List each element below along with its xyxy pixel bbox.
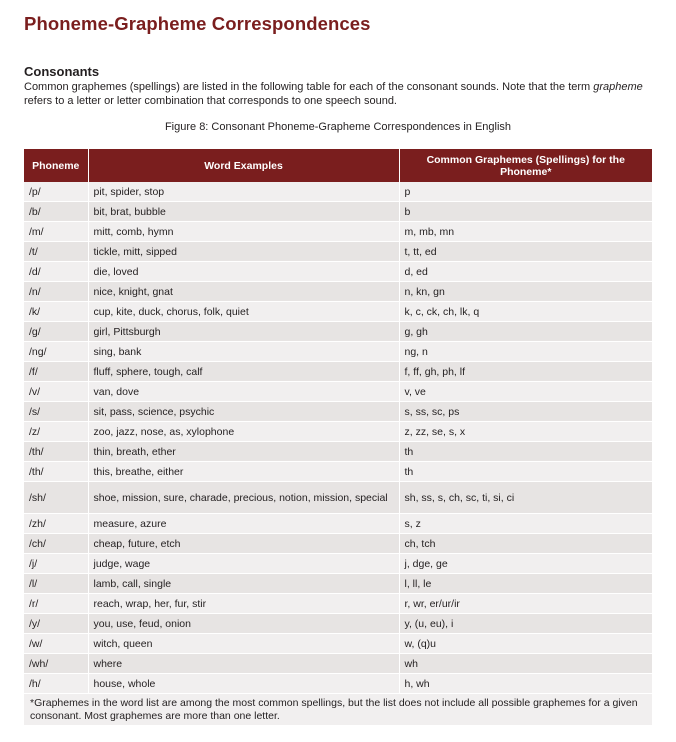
graphemes-cell: m, mb, mn [399, 222, 652, 242]
word-examples-cell: van, dove [88, 382, 399, 402]
table-row [24, 222, 652, 242]
table-row [24, 182, 652, 202]
word-examples-cell: cheap, future, etch [88, 534, 399, 554]
table-row [24, 302, 652, 322]
table-row [24, 574, 652, 594]
word-examples-cell: sit, pass, science, psychic [88, 402, 399, 422]
phoneme-cell: /n/ [24, 282, 88, 302]
table-row [24, 654, 652, 674]
graphemes-cell: d, ed [399, 262, 652, 282]
table-row [24, 634, 652, 654]
graphemes-cell: ch, tch [399, 534, 652, 554]
word-examples-cell: shoe, mission, sure, charade, precious, notion, mission, special [88, 482, 399, 514]
table-row [24, 362, 652, 382]
word-examples-cell: sing, bank [88, 342, 399, 362]
word-examples-cell: die, loved [88, 262, 399, 282]
phoneme-cell: /r/ [24, 594, 88, 614]
graphemes-cell: wh [399, 654, 652, 674]
graphemes-cell: t, tt, ed [399, 242, 652, 262]
phoneme-cell: /zh/ [24, 514, 88, 534]
phoneme-cell: /b/ [24, 202, 88, 222]
phoneme-cell: /ng/ [24, 342, 88, 362]
word-examples-cell: house, whole [88, 674, 399, 694]
word-examples-cell: reach, wrap, her, fur, stir [88, 594, 399, 614]
phoneme-cell: /p/ [24, 182, 88, 202]
graphemes-cell: j, dge, ge [399, 554, 652, 574]
graphemes-cell: n, kn, gn [399, 282, 652, 302]
table-row [24, 554, 652, 574]
word-examples-cell: this, breathe, either [88, 462, 399, 482]
phoneme-cell: /g/ [24, 322, 88, 342]
word-examples-cell: cup, kite, duck, chorus, folk, quiet [88, 302, 399, 322]
word-examples-cell: you, use, feud, onion [88, 614, 399, 634]
word-examples-cell: bit, brat, bubble [88, 202, 399, 222]
phoneme-cell: /th/ [24, 442, 88, 462]
table-row [24, 442, 652, 462]
table-body [24, 182, 652, 694]
phoneme-cell: /z/ [24, 422, 88, 442]
phoneme-cell: /t/ [24, 242, 88, 262]
phoneme-cell: /d/ [24, 262, 88, 282]
word-examples-cell: where [88, 654, 399, 674]
word-examples-cell: lamb, call, single [88, 574, 399, 594]
word-examples-cell: pit, spider, stop [88, 182, 399, 202]
table-row [24, 262, 652, 282]
table-row [24, 462, 652, 482]
phoneme-cell: /th/ [24, 462, 88, 482]
table-row [24, 514, 652, 534]
figure-caption: Figure 8: Consonant Phoneme-Grapheme Correspondences in English [164, 121, 512, 133]
graphemes-cell: s, ss, sc, ps [399, 402, 652, 422]
phoneme-cell: /wh/ [24, 654, 88, 674]
phoneme-cell: /ch/ [24, 534, 88, 554]
table-row [24, 422, 652, 442]
intro-text-start: Common graphemes (spellings) are listed in the following table for each of the consonant sounds. Note that the term [24, 81, 594, 93]
graphemes-cell: b [399, 202, 652, 222]
graphemes-cell: z, zz, se, s, x [399, 422, 652, 442]
header-graphemes: Common Graphemes (Spellings) for the Phoneme* [399, 149, 652, 182]
table-row [24, 282, 652, 302]
graphemes-cell: th [399, 462, 652, 482]
table-row [24, 342, 652, 362]
graphemes-cell: w, (q)u [399, 634, 652, 654]
phoneme-cell: /k/ [24, 302, 88, 322]
correspondence-table [24, 149, 652, 725]
word-examples-cell: zoo, jazz, nose, as, xylophone [88, 422, 399, 442]
graphemes-cell: k, c, ck, ch, lk, q [399, 302, 652, 322]
phoneme-cell: /j/ [24, 554, 88, 574]
word-examples-cell: witch, queen [88, 634, 399, 654]
graphemes-cell: l, ll, le [399, 574, 652, 594]
word-examples-cell: tickle, mitt, sipped [88, 242, 399, 262]
intro-text-end: refers to a letter or letter combination that corresponds to one speech sound. [24, 95, 397, 107]
table-row [24, 202, 652, 222]
phoneme-cell: /l/ [24, 574, 88, 594]
page-title: Phoneme-Grapheme Correspondences [24, 13, 371, 34]
table-row [24, 482, 652, 514]
intro-paragraph [24, 80, 664, 108]
graphemes-cell: h, wh [399, 674, 652, 694]
header-phoneme: Phoneme [24, 149, 88, 182]
table-header-row [24, 149, 652, 182]
section-heading: Consonants [24, 64, 100, 79]
word-examples-cell: judge, wage [88, 554, 399, 574]
table-row [24, 614, 652, 634]
table-row [24, 594, 652, 614]
phoneme-cell: /y/ [24, 614, 88, 634]
intro-term: grapheme [593, 81, 643, 93]
graphemes-cell: y, (u, eu), i [399, 614, 652, 634]
phoneme-cell: /f/ [24, 362, 88, 382]
footnote-row [24, 694, 652, 726]
graphemes-cell: r, wr, er/ur/ir [399, 594, 652, 614]
word-examples-cell: thin, breath, ether [88, 442, 399, 462]
phoneme-cell: /v/ [24, 382, 88, 402]
word-examples-cell: measure, azure [88, 514, 399, 534]
table-footnote: *Graphemes in the word list are among the most common spellings, but the list does not include all possible graphemes for a given consonant. Most graphemes are more than one letter. [24, 694, 652, 726]
phoneme-cell: /m/ [24, 222, 88, 242]
word-examples-cell: fluff, sphere, tough, calf [88, 362, 399, 382]
phoneme-cell: /sh/ [24, 482, 88, 514]
graphemes-cell: p [399, 182, 652, 202]
graphemes-cell: g, gh [399, 322, 652, 342]
graphemes-cell: ng, n [399, 342, 652, 362]
phoneme-cell: /w/ [24, 634, 88, 654]
word-examples-cell: mitt, comb, hymn [88, 222, 399, 242]
table-row [24, 382, 652, 402]
phoneme-cell: /s/ [24, 402, 88, 422]
table-row [24, 534, 652, 554]
graphemes-cell: s, z [399, 514, 652, 534]
graphemes-cell: v, ve [399, 382, 652, 402]
word-examples-cell: girl, Pittsburgh [88, 322, 399, 342]
table-row [24, 322, 652, 342]
table-row [24, 242, 652, 262]
graphemes-cell: th [399, 442, 652, 462]
graphemes-cell: sh, ss, s, ch, sc, ti, si, ci [399, 482, 652, 514]
word-examples-cell: nice, knight, gnat [88, 282, 399, 302]
header-word-examples: Word Examples [88, 149, 399, 182]
table-row [24, 402, 652, 422]
graphemes-cell: f, ff, gh, ph, lf [399, 362, 652, 382]
table-row [24, 674, 652, 694]
phoneme-cell: /h/ [24, 674, 88, 694]
